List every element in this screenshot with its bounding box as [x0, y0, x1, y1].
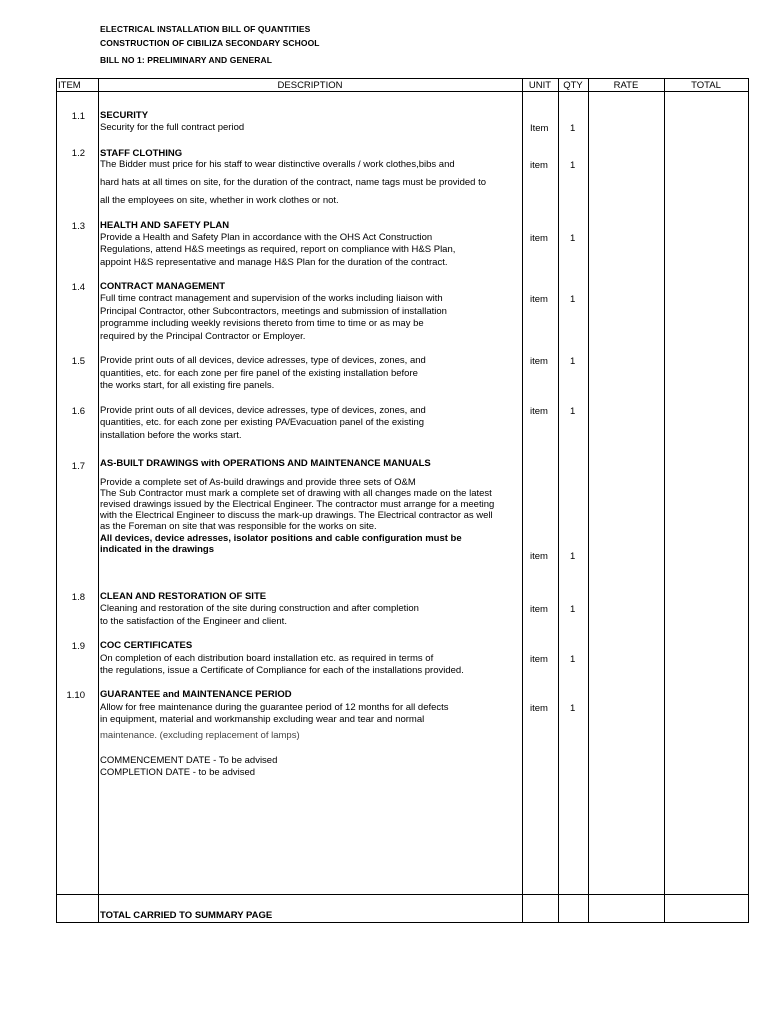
table-top-border [56, 78, 748, 79]
item-bold-line: All devices, device adresses, isolator positions and cable configuration must be [100, 533, 462, 544]
item-line: The Sub Contractor must mark a complete set of drawing with all changes made on the latest [100, 488, 492, 499]
item-qty: 1 [570, 294, 576, 305]
col-header-total: TOTAL [691, 80, 721, 91]
item-title: GUARANTEE and MAINTENANCE PERIOD [100, 689, 292, 700]
col-header-qty: QTY [563, 80, 583, 91]
item-line: as the Foreman on site that was responsible for the works on site. [100, 521, 377, 532]
item-qty: 1 [570, 233, 576, 244]
item-qty: 1 [570, 703, 576, 714]
col-border-left [56, 78, 57, 923]
item-title: COC CERTIFICATES [100, 640, 193, 651]
item-title: CLEAN AND RESTORATION OF SITE [100, 591, 267, 602]
item-unit: item [530, 604, 548, 615]
item-unit: Item [530, 123, 549, 134]
item-title: STAFF CLOTHING [100, 148, 183, 159]
item-number: 1.6 [71, 406, 85, 417]
item-qty: 1 [570, 654, 576, 665]
col-border-rate [664, 78, 665, 923]
item-number: 1.7 [71, 461, 85, 472]
item-line: Provide a complete set of As-build drawings and provide three sets of O&M [100, 477, 416, 488]
item-line: Full time contract management and supervision of the works including liaison with [100, 293, 443, 304]
item-line: programme including weekly revisions thereto from time to time or as may be [100, 318, 424, 329]
item-line: On completion of each distribution board installation etc. as required in terms of [100, 653, 434, 664]
completion-date: COMPLETION DATE - to be advised [100, 767, 256, 778]
item-line: revised drawings issued by the Electrical Engineer. The contractor must arrange for a meeting [100, 499, 495, 510]
item-line: installation before the works start. [100, 430, 242, 441]
col-border-qty [588, 78, 589, 923]
item-line: hard hats at all times on site, for the duration of the contract, name tags must be provided to [100, 177, 487, 188]
item-unit: item [530, 356, 548, 367]
item-qty: 1 [570, 551, 576, 562]
item-line: required by the Principal Contractor or Employer. [100, 331, 306, 342]
project-name: CONSTRUCTION OF CIBILIZA SECONDARY SCHOOL [100, 38, 320, 48]
item-line: The Bidder must price for his staff to wear distinctive overalls / work clothes,bibs and [100, 159, 455, 170]
col-header-unit: UNIT [528, 80, 552, 91]
col-border-right [748, 78, 749, 923]
item-number: 1.3 [71, 221, 85, 232]
item-number: 1.1 [71, 111, 85, 122]
item-line: Security for the full contract period [100, 122, 245, 133]
col-border-item [98, 78, 99, 923]
item-unit: item [530, 160, 548, 171]
item-number: 1.5 [71, 356, 85, 367]
item-line: Principal Contractor, other Subcontractors, meetings and submission of installation [100, 306, 447, 317]
total-row-top-border [56, 894, 748, 895]
header-bottom-border [56, 91, 748, 92]
col-header-item: ITEM [58, 80, 81, 91]
document-title: ELECTRICAL INSTALLATION BILL OF QUANTITIES [100, 24, 311, 34]
item-title: HEALTH AND SAFETY PLAN [100, 220, 230, 231]
item-number: 1.8 [71, 592, 85, 603]
item-number: 1.2 [71, 148, 85, 159]
item-line: Allow for free maintenance during the guarantee period of 12 months for all defects [100, 702, 449, 713]
item-unit: item [530, 703, 548, 714]
item-title: SECURITY [100, 110, 149, 121]
item-qty: 1 [570, 604, 576, 615]
item-line: Provide print outs of all devices, device adresses, type of devices, zones, and [100, 355, 426, 366]
item-line: the works start, for all existing fire panels. [100, 380, 275, 391]
item-line: Provide print outs of all devices, device adresses, type of devices, zones, and [100, 405, 426, 416]
item-line: quantities, etc. for each zone per fire panel of the existing installation before [100, 368, 418, 379]
item-unit: item [530, 406, 548, 417]
bill-number: BILL NO 1: PRELIMINARY AND GENERAL [100, 55, 272, 65]
item-line: in equipment, material and workmanship excluding wear and tear and normal [100, 714, 425, 725]
item-qty: 1 [570, 406, 576, 417]
item-line: quantities, etc. for each zone per existing PA/Evacuation panel of the existing [100, 417, 425, 428]
col-border-desc [522, 78, 523, 923]
item-number: 1.4 [71, 282, 85, 293]
item-line: the regulations, issue a Certificate of Compliance for each of the installations provided. [100, 665, 464, 676]
item-qty: 1 [570, 123, 576, 134]
item-unit: item [530, 294, 548, 305]
item-bold-line: indicated in the drawings [100, 544, 215, 555]
item-number: 1.9 [71, 641, 85, 652]
item-qty: 1 [570, 356, 576, 367]
item-qty: 1 [570, 160, 576, 171]
item-unit: item [530, 233, 548, 244]
col-header-description: DESCRIPTION [277, 80, 343, 91]
col-header-rate: RATE [613, 80, 639, 91]
item-title: AS-BUILT DRAWINGS with OPERATIONS AND MAINTENANCE MANUALS [100, 458, 431, 469]
total-carried-label: TOTAL CARRIED TO SUMMARY PAGE [100, 910, 273, 921]
item-line: appoint H&S representative and manage H&S Plan for the duration of the contract. [100, 257, 448, 268]
item-line: maintenance. (excluding replacement of lamps) [100, 730, 300, 741]
item-number: 1.10 [66, 690, 85, 701]
commencement-date: COMMENCEMENT DATE - To be advised [100, 755, 278, 766]
item-unit: item [530, 551, 548, 562]
item-line: Cleaning and restoration of the site during construction and after completion [100, 603, 419, 614]
item-line: Provide a Health and Safety Plan in accordance with the OHS Act Construction [100, 232, 433, 243]
item-line: to the satisfaction of the Engineer and client. [100, 616, 287, 627]
item-line: with the Electrical Engineer to discuss the mark-up drawings. The Electrical contractor as well [100, 510, 493, 521]
col-border-unit [558, 78, 559, 923]
item-line: all the employees on site, whether in work clothes or not. [100, 195, 339, 206]
item-unit: item [530, 654, 548, 665]
item-title: CONTRACT MANAGEMENT [100, 281, 226, 292]
item-line: Regulations, attend H&S meetings as required, report on compliance with H&S Plan, [100, 244, 456, 255]
